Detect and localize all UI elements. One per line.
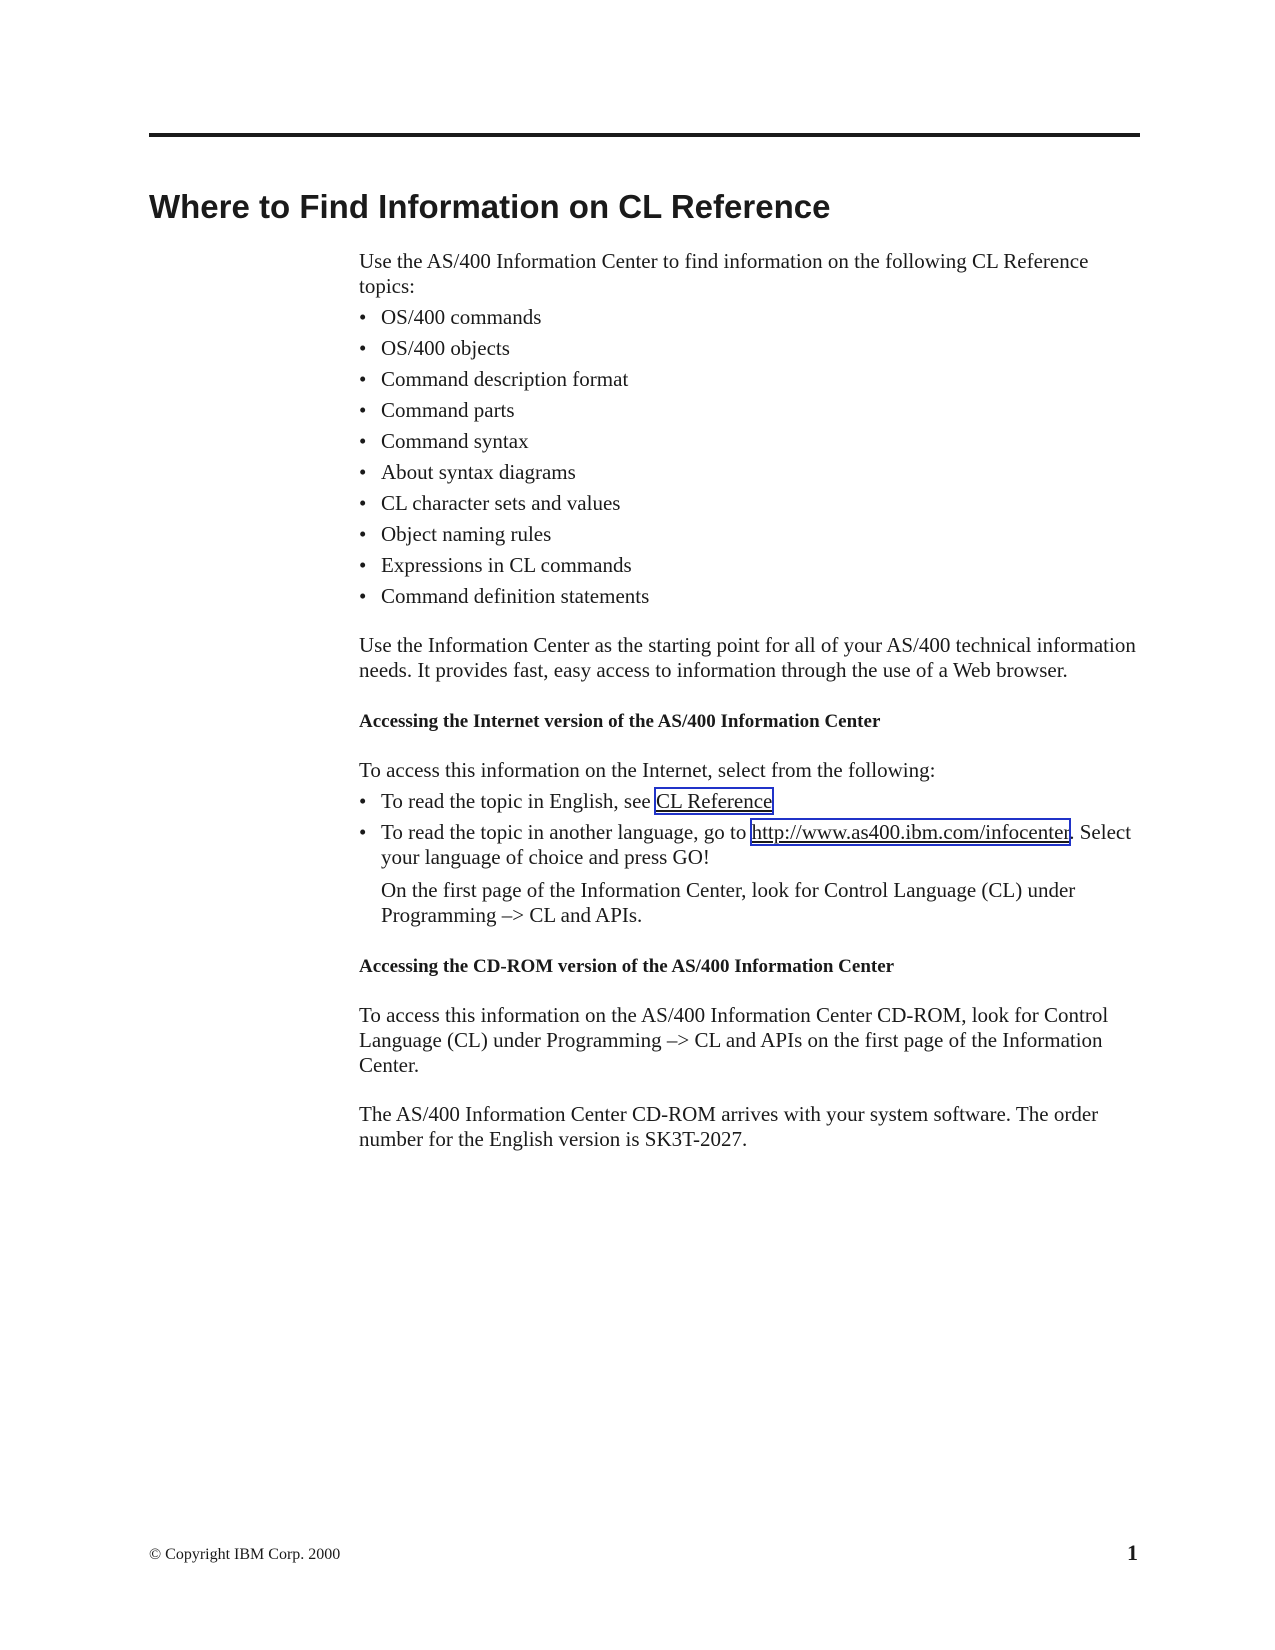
page-number: 1 [1127,1540,1138,1565]
list-item [359,398,1143,423]
bullet-icon: • [359,820,367,844]
bullet-icon: • [359,367,367,391]
internet-section-heading: Accessing the Internet version of the AS/400 Information Center [359,711,881,732]
bullet-icon: • [359,789,367,813]
list-item [359,584,1143,609]
list-item [359,553,1143,578]
language-option-text: To read the topic in another language, go to [381,820,752,844]
cl-reference-link[interactable]: CL Reference [655,789,773,813]
english-option-text: To read the topic in English, see [381,789,656,813]
list-item [359,491,1143,516]
bullet-icon: • [359,553,367,577]
list-item [359,522,1143,547]
list-item [359,336,1143,361]
infocenter-url-link[interactable]: http://www.as400.ibm.com/infocenter [751,820,1070,844]
topic-label: Command syntax [381,429,529,453]
language-option-suffix: . Select your language of choice and press GO! [381,820,1132,869]
page-title: Where to Find Information on CL Reference [149,188,831,225]
cdrom-paragraph: To access this information on the AS/400 Information Center CD-ROM, look for Control Language (CL) under Programming –> CL and APIs on the first page of the Information Center. [359,1003,1109,1077]
first-page-note: On the first page of the Information Center, look for Control Language (CL) under Programming –> CL and APIs. [381,878,1076,927]
topic-label: CL character sets and values [381,491,621,515]
info-center-paragraph: Use the Information Center as the starting point for all of your AS/400 technical information needs. It provides fast, easy access to information through the use of a Web browser. [359,633,1136,682]
bullet-icon: • [359,398,367,422]
bullet-icon: • [359,460,367,484]
topic-label: OS/400 objects [381,336,510,360]
topic-list [359,305,1143,609]
main-content [359,249,1143,1152]
copyright-notice: © Copyright IBM Corp. 2000 [149,1546,341,1563]
header-rule [149,133,1140,137]
topic-label: About syntax diagrams [381,460,576,484]
cdrom-order-paragraph: The AS/400 Information Center CD-ROM arrives with your system software. The order number for the English version is SK3T-2027. [359,1102,1099,1151]
list-item [359,367,1143,392]
internet-options-list [359,789,1143,928]
list-item [359,820,1143,928]
list-item [359,460,1143,485]
topic-label: Command definition statements [381,584,650,608]
bullet-icon: • [359,429,367,453]
bullet-icon: • [359,491,367,515]
list-item [359,305,1143,330]
list-item [359,429,1143,454]
topic-label: Command description format [381,367,629,391]
list-item [359,789,1143,814]
bullet-icon: • [359,336,367,360]
bullet-icon: • [359,305,367,329]
cdrom-section-heading: Accessing the CD-ROM version of the AS/400 Information Center [359,956,895,977]
internet-intro: To access this information on the Internet, select from the following: [359,758,936,782]
topic-label: Command parts [381,398,515,422]
topic-label: Object naming rules [381,522,552,546]
bullet-icon: • [359,522,367,546]
bullet-icon: • [359,584,367,608]
topic-label: Expressions in CL commands [381,553,632,577]
intro-paragraph: Use the AS/400 Information Center to find information on the following CL Reference topics: [359,249,1089,298]
topic-label: OS/400 commands [381,305,542,329]
